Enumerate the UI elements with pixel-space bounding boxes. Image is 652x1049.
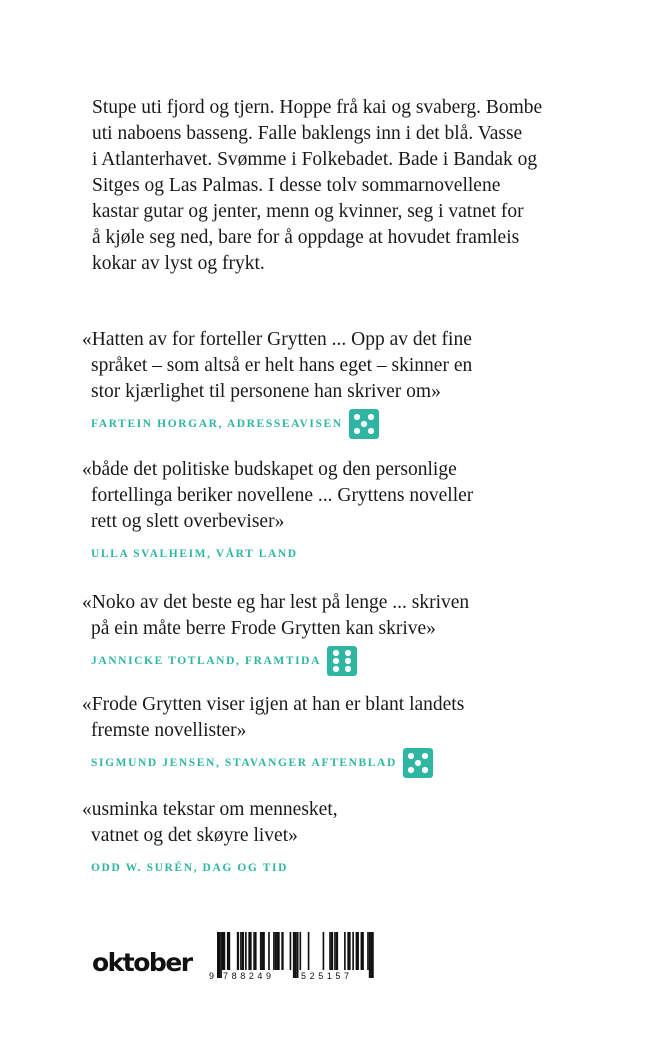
blurb-line: kokar av lyst og frykt. <box>92 253 265 274</box>
quote-line: «Noko av det beste eg har lest på lenge ... skriven <box>82 592 470 613</box>
quote-text <box>82 590 602 642</box>
review-quote-2 <box>82 457 602 570</box>
reviewer-name: ODD W. SURÉN, DAG OG TID <box>91 862 288 874</box>
quote-line: vatnet og det skøyre livet» <box>91 825 298 846</box>
quote-line: stor kjærlighet til personene han skriver om» <box>91 381 441 402</box>
quote-attribution <box>82 408 602 440</box>
quote-attribution <box>82 852 602 884</box>
quote-line: på ein måte berre Frode Grytten kan skrive» <box>91 618 436 639</box>
quote-line: fortellinga beriker novellene ... Gryttens noveller <box>91 485 474 506</box>
publisher-logo: oktober <box>92 948 192 977</box>
quote-text <box>82 457 602 535</box>
review-quote-5 <box>82 797 602 884</box>
blurb-line: uti naboens basseng. Falle baklengs inn i det blå. Vasse <box>92 123 523 144</box>
quote-text <box>82 797 602 849</box>
blurb-line: kastar gutar og jenter, menn og kvinner, seg i vatnet for <box>92 201 524 222</box>
svg-text:525157: 525157 <box>301 971 353 981</box>
review-quote-4 <box>82 692 602 779</box>
blurb-line: å kjøle seg ned, bare for å oppdage at hovudet framleis <box>92 227 520 248</box>
reviewer-name: ULLA SVALHEIM, VÅRT LAND <box>91 548 298 560</box>
isbn-barcode <box>207 932 387 982</box>
quote-line: «Hatten av for forteller Grytten ... Opp av det fine <box>82 329 472 350</box>
back-cover-blurb <box>92 95 592 277</box>
quote-line: «Frode Grytten viser igjen at han er blant landets <box>82 694 465 715</box>
reviewer-name: SIGMUND JENSEN, STAVANGER AFTENBLAD <box>91 757 397 769</box>
cover-footer <box>92 928 382 988</box>
blurb-line: i Atlanterhavet. Svømme i Folkebadet. Bade i Bandak og <box>92 149 538 170</box>
review-quote-1 <box>82 327 602 440</box>
die-face-icon <box>349 409 379 439</box>
quote-text <box>82 327 602 405</box>
reviewer-name: FARTEIN HORGAR, ADRESSEAVISEN <box>91 418 343 430</box>
svg-text:9: 9 <box>209 971 215 981</box>
blurb-line: Stupe uti fjord og tjern. Hoppe frå kai og svaberg. Bombe <box>92 97 543 118</box>
quote-attribution <box>82 645 602 677</box>
reviewer-name: JANNICKE TOTLAND, FRAMTIDA <box>91 655 321 667</box>
quote-line: «usminka tekstar om mennesket, <box>82 799 338 820</box>
die-face-icon <box>327 646 357 676</box>
review-quote-3 <box>82 590 602 677</box>
quote-attribution <box>82 747 602 779</box>
blurb-line: Sitges og Las Palmas. I desse tolv sommarnovellene <box>92 175 501 196</box>
die-face-icon <box>403 748 433 778</box>
quote-text <box>82 692 602 744</box>
quote-line: språket – som altså er helt hans eget – skinner en <box>91 355 473 376</box>
svg-text:788249: 788249 <box>223 971 275 981</box>
quote-line: «både det politiske budskapet og den personlige <box>82 459 457 480</box>
quote-attribution <box>82 538 602 570</box>
quote-line: fremste novellister» <box>91 720 247 741</box>
quote-line: rett og slett overbeviser» <box>91 511 285 532</box>
